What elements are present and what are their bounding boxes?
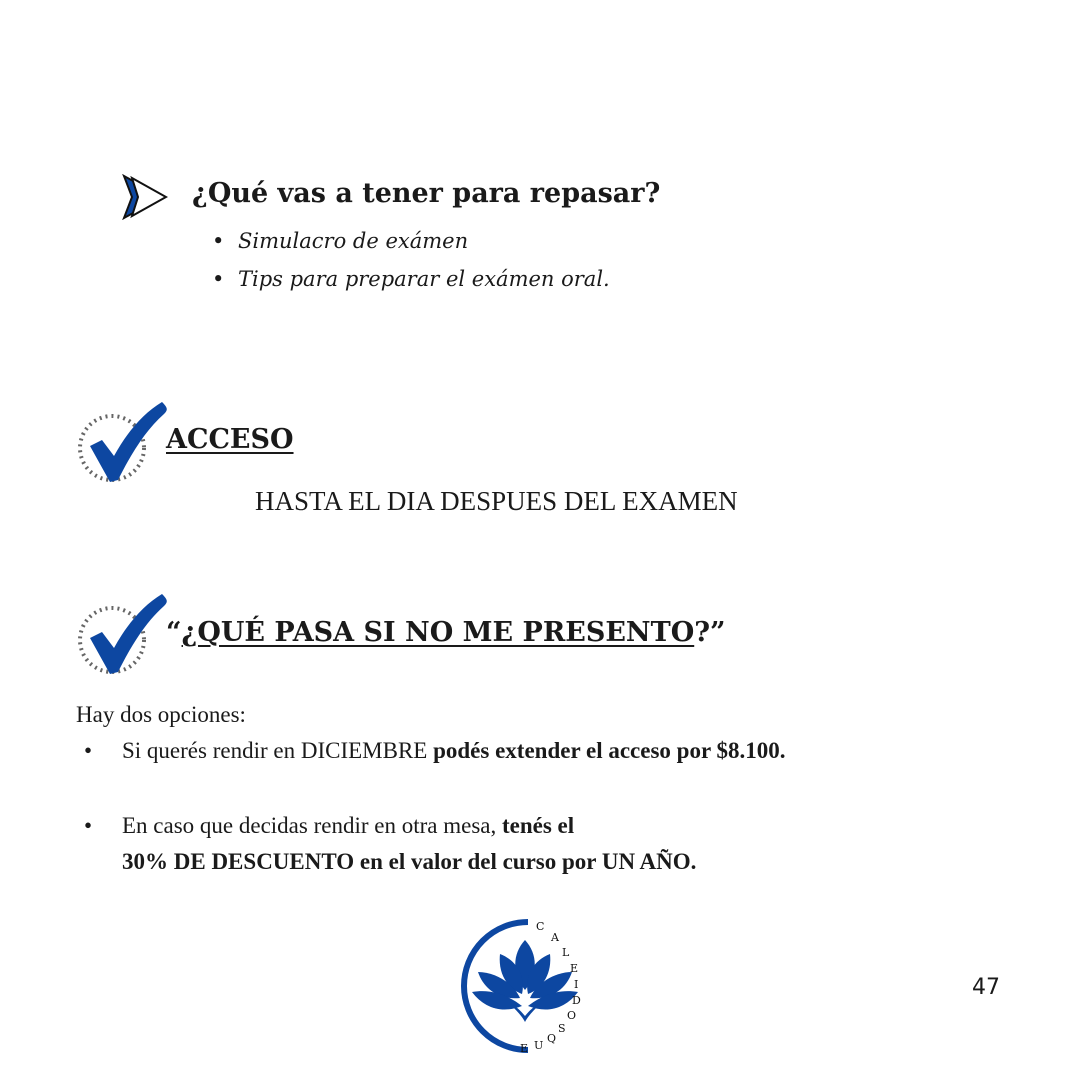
section-title-repasar: ¿Qué vas a tener para repasar? bbox=[192, 178, 661, 209]
svg-text:C A L E I: C A L E I D O S Q U E bbox=[520, 920, 583, 1055]
option-item bbox=[84, 734, 786, 768]
option-item bbox=[84, 808, 786, 880]
option-highlight: UN AÑO bbox=[601, 849, 691, 874]
option-highlight: 30% DE DESCUENTO en el valor del curso por bbox=[122, 849, 602, 874]
list-item: • Simulacro de exámen bbox=[212, 222, 610, 260]
list-item: • Tips para preparar el exámen oral. bbox=[212, 260, 610, 298]
caleidosque-logo bbox=[450, 912, 600, 1062]
acceso-title: ACCESO bbox=[166, 424, 294, 455]
checkmark-icon bbox=[74, 398, 174, 490]
repasar-list bbox=[212, 222, 610, 298]
options-intro: Hay dos opciones: bbox=[76, 702, 246, 727]
option-highlight: . bbox=[690, 849, 697, 874]
option-highlight: podés extender el acceso por $8.100. bbox=[433, 738, 786, 763]
no-presento-question: ¿QUÉ PASA SI NO ME PRESENTO bbox=[181, 617, 695, 648]
option-text: En caso que decidas rendir en otra mesa, bbox=[122, 813, 502, 838]
page-number: 47 bbox=[972, 975, 1000, 1000]
no-presento-title bbox=[166, 617, 726, 648]
options-list bbox=[84, 734, 786, 880]
checkmark-icon bbox=[74, 590, 174, 682]
chevron-right-icon bbox=[118, 174, 168, 220]
acceso-text: HASTA EL DIA DESPUES DEL EXAMEN bbox=[255, 486, 738, 516]
close-quote: ?” bbox=[694, 617, 726, 648]
open-quote: “ bbox=[166, 617, 182, 648]
option-highlight: tenés el bbox=[501, 813, 575, 838]
option-text: Si querés rendir en DICIEMBRE bbox=[122, 738, 434, 763]
